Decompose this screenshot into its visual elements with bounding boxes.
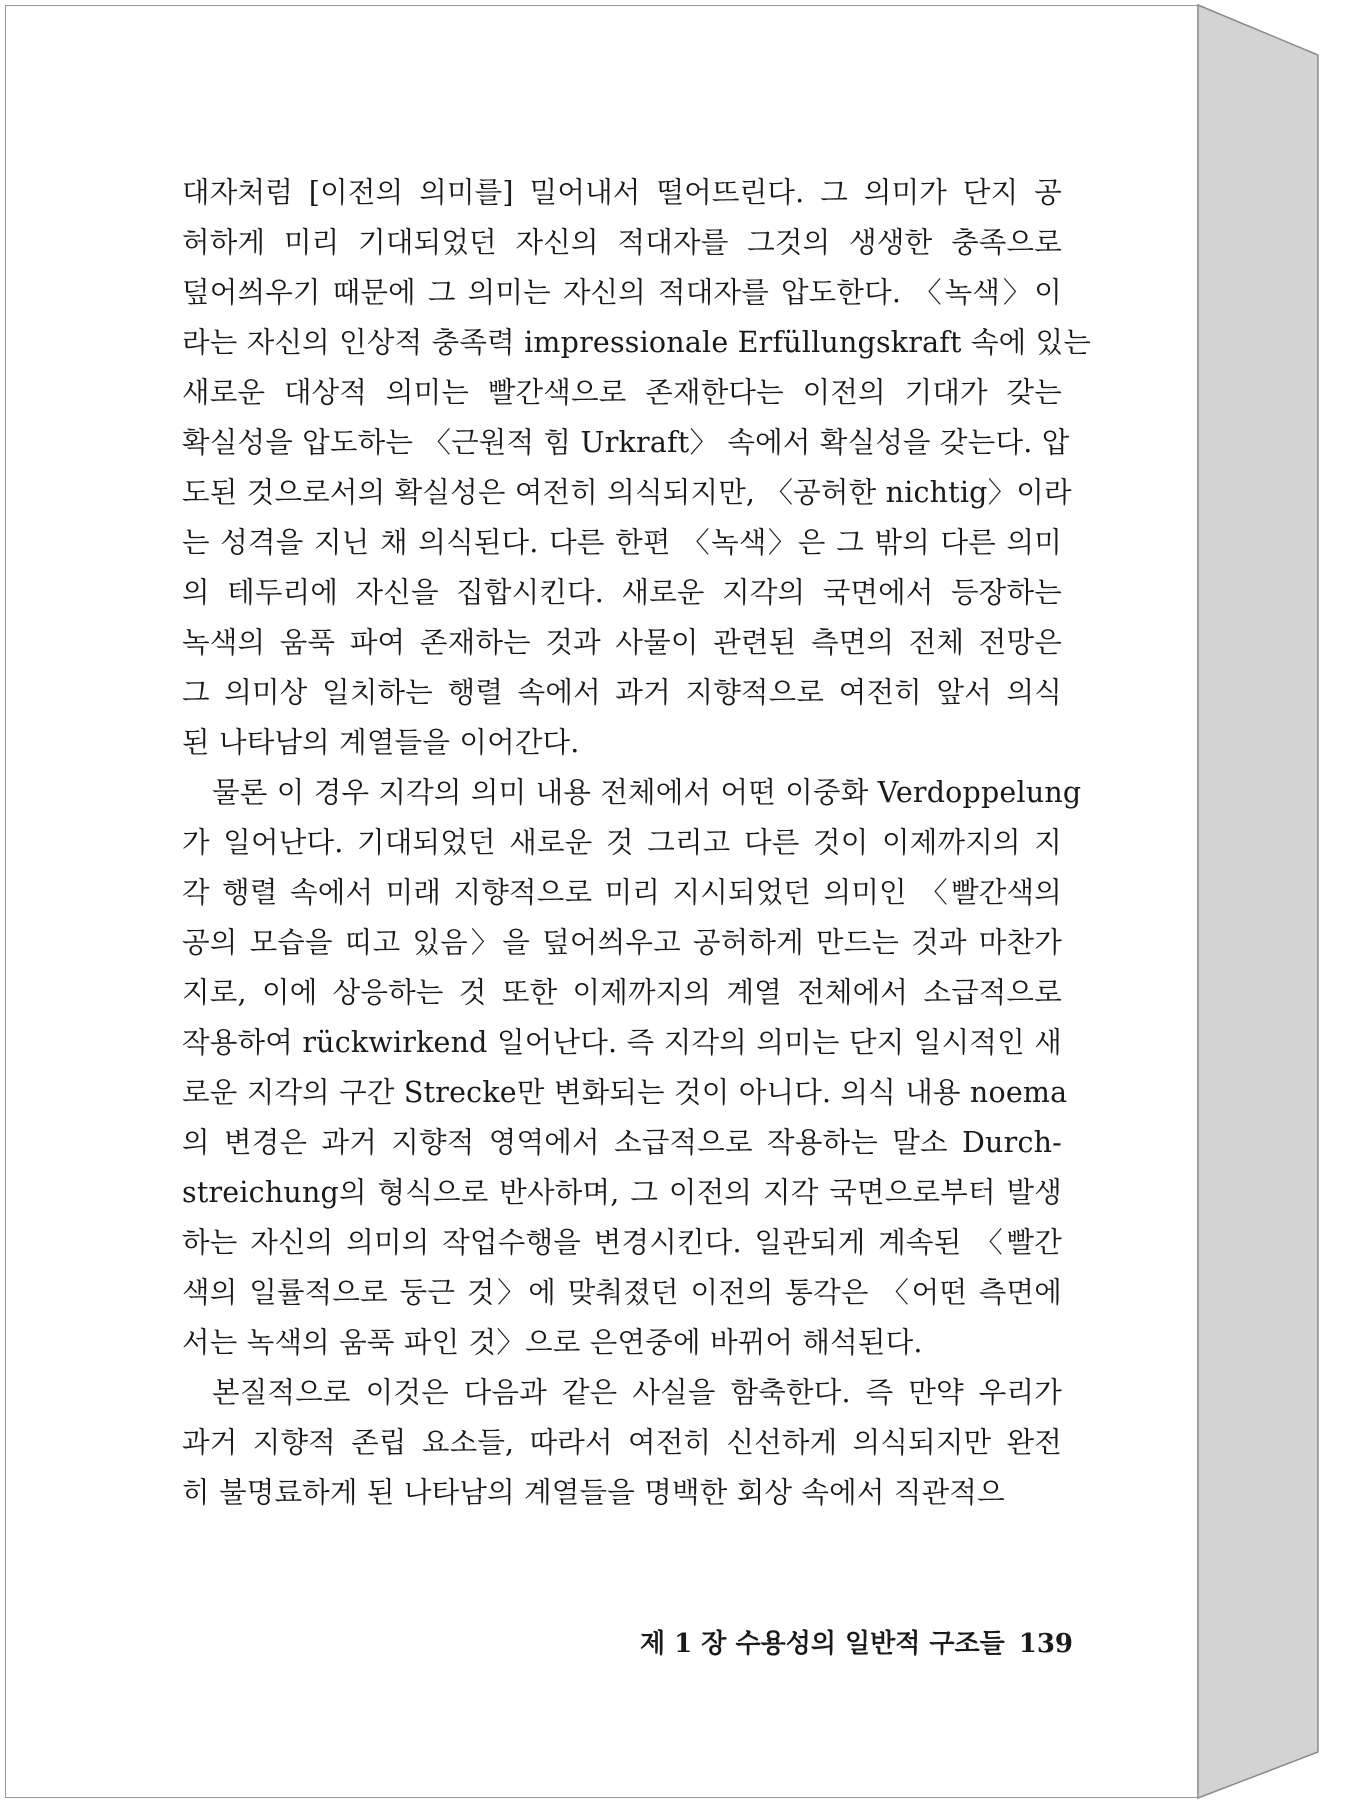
text-line: 의 변경은 과거 지향적 영역에서 소급적으로 작용하는 말소 Durch- — [182, 1126, 1062, 1159]
text-line: 각 행렬 속에서 미래 지향적으로 미리 지시되었던 의미인 〈빨간색의 — [182, 876, 1062, 909]
text-line: 된 나타남의 계열들을 이어간다. — [182, 726, 580, 759]
text-line: 로운 지각의 구간 Strecke만 변화되는 것이 아니다. 의식 내용 noema — [182, 1076, 1068, 1109]
text-line: 대자처럼 [이전의 의미를] 밀어내서 떨어뜨린다. 그 의미가 단지 공 — [182, 176, 1062, 209]
text-line: 덮어씌우기 때문에 그 의미는 자신의 적대자를 압도한다. 〈녹색〉이 — [182, 276, 1062, 309]
paragraph — [182, 1368, 1062, 1518]
text-line: 확실성을 압도하는 〈근원적 힘 Urkraft〉 속에서 확실성을 갖는다. 압 — [182, 426, 1070, 459]
text-line: 는 성격을 지닌 채 의식된다. 다른 한편 〈녹색〉은 그 밖의 다른 의미 — [182, 526, 1062, 559]
paragraph — [182, 768, 1082, 1368]
paragraph — [182, 168, 1092, 768]
text-line: 도된 것으로서의 확실성은 여전히 의식되지만, 〈공허한 nichtig〉이라 — [182, 476, 1072, 509]
text-line: 하는 자신의 의미의 작업수행을 변경시킨다. 일관되게 계속된 〈빨간 — [182, 1226, 1062, 1259]
text-line: 작용하여 rückwirkend 일어난다. 즉 지각의 의미는 단지 일시적인 새 — [182, 1026, 1062, 1059]
text-line: 본질적으로 이것은 다음과 같은 사실을 함축한다. 즉 만약 우리가 — [212, 1376, 1062, 1409]
running-head: 제 1 장 수용성의 일반적 구조들 — [640, 1629, 1005, 1659]
text-line: 녹색의 움푹 파여 존재하는 것과 사물이 관련된 측면의 전체 전망은 — [182, 626, 1062, 659]
text-line: 그 의미상 일치하는 행렬 속에서 과거 지향적으로 여전히 앞서 의식 — [182, 676, 1062, 709]
page-footer — [640, 1623, 1074, 1660]
text-line: streichung의 형식으로 반사하며, 그 이전의 지각 국면으로부터 발생 — [182, 1176, 1062, 1209]
text-line: 라는 자신의 인상적 충족력 impressionale Erfüllungskraft 속에 있는 — [182, 326, 1092, 359]
text-line: 히 불명료하게 된 나타남의 계열들을 명백한 회상 속에서 직관적으 — [182, 1476, 1005, 1509]
text-line: 가 일어난다. 기대되었던 새로운 것 그리고 다른 것이 이제까지의 지 — [182, 826, 1062, 859]
text-line: 새로운 대상적 의미는 빨간색으로 존재한다는 이전의 기대가 갖는 — [182, 376, 1062, 409]
body-text — [182, 168, 1092, 1518]
text-line: 허하게 미리 기대되었던 자신의 적대자를 그것의 생생한 충족으로 — [182, 226, 1062, 259]
text-line: 지로, 이에 상응하는 것 또한 이제까지의 계열 전체에서 소급적으로 — [182, 976, 1062, 1009]
page-number: 139 — [1018, 1629, 1074, 1659]
text-line: 과거 지향적 존립 요소들, 따라서 여전히 신선하게 의식되지만 완전 — [182, 1426, 1062, 1459]
text-line: 공의 모습을 띠고 있음〉을 덮어씌우고 공허하게 만드는 것과 마찬가 — [182, 926, 1062, 959]
text-line: 의 테두리에 자신을 집합시킨다. 새로운 지각의 국면에서 등장하는 — [182, 576, 1062, 609]
text-line: 색의 일률적으로 둥근 것〉에 맞춰졌던 이전의 통각은 〈어떤 측면에 — [182, 1276, 1062, 1309]
text-line: 서는 녹색의 움푹 파인 것〉으로 은연중에 바뀌어 해석된다. — [182, 1326, 923, 1359]
text-line: 물론 이 경우 지각의 의미 내용 전체에서 어떤 이중화 Verdoppelung — [212, 776, 1082, 809]
